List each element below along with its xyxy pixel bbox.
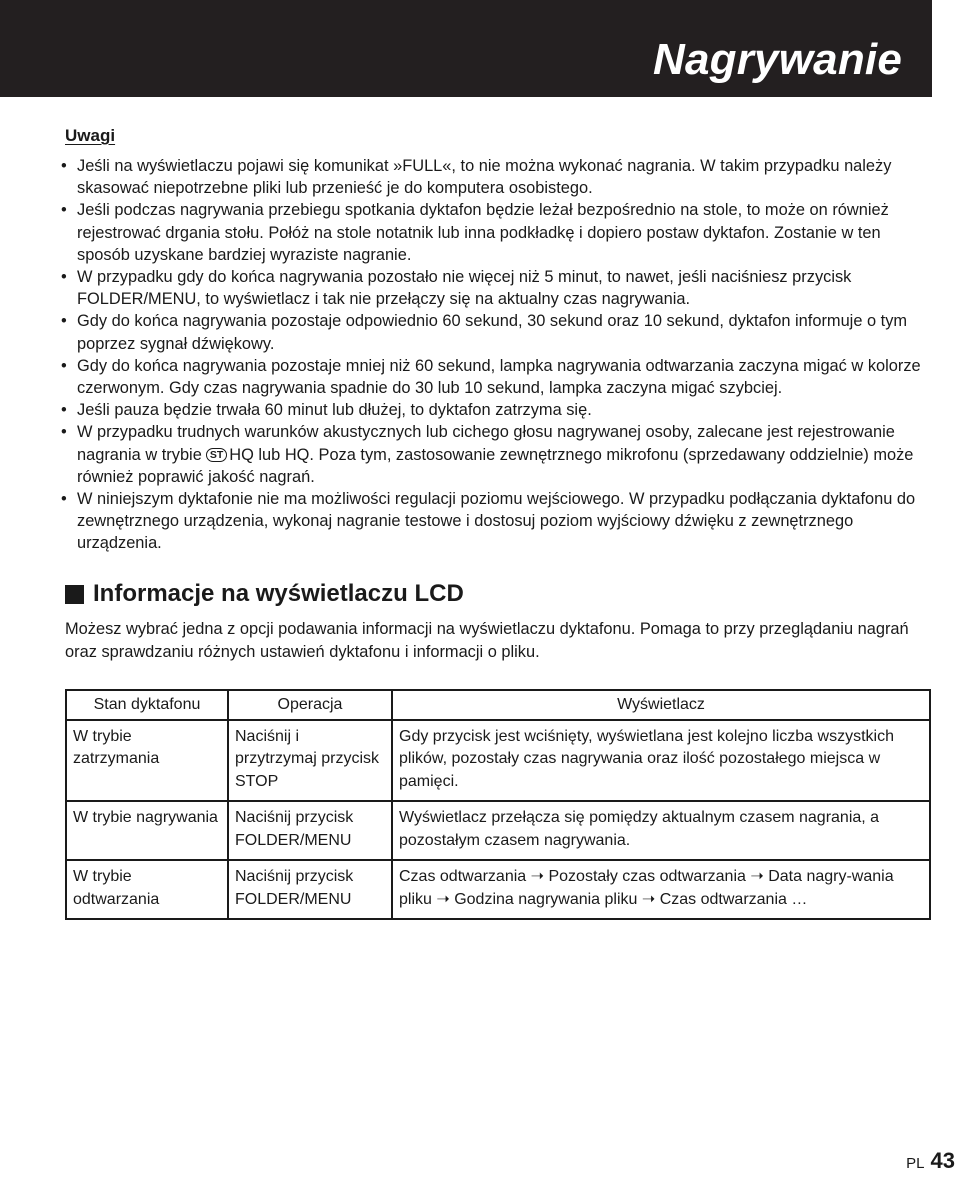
bullet-icon: • [61, 401, 67, 420]
note-text: Jeśli podczas nagrywania przebiegu spotkania dyktafon będzie leżał bezpośrednio na stole, to może on również rejestrować drgania stołu. Połóż na stole notatnik lub inna podkładkę i dopiero postaw dyktafon. Zostanie w ten sposób uzyskane bardziej wyraziste nagranie. [77, 201, 889, 264]
column-header-state: Stan dyktafonu [66, 690, 228, 720]
list-item [60, 488, 930, 555]
note-text: Gdy do końca nagrywania pozostaje odpowiednio 60 sekund, 30 sekund oraz 10 sekund, dyktafon informuje o tym poprzez sygnał dźwiękowy. [77, 312, 908, 353]
notes-heading: Uwagi [65, 126, 116, 145]
note-text: Gdy do końca nagrywania pozostaje mniej niż 60 sekund, lampka nagrywania odtwarzania zaczyna migać w kolorze czerwonym. Gdy czas nagrywania spadnie do 30 lub 10 sekund, lampka zaczyna migać szybciej. [77, 356, 921, 398]
table-row [66, 860, 930, 919]
section-heading [65, 578, 464, 610]
cell-operation: Naciśnij i przytrzymaj przycisk STOP [228, 720, 392, 802]
table-header-row [66, 690, 930, 720]
list-item [60, 266, 930, 310]
bullet-icon: • [61, 157, 67, 175]
language-code: PL [906, 1155, 925, 1172]
note-text: W przypadku trudnych warunków akustycznych lub cichego głosu nagrywanej osoby, zalecane jest rejestrowanie nagrania w trybie [77, 423, 895, 464]
note-text: Jeśli na wyświetlaczu pojawi się komunikat »FULL«, to nie można wykonać nagrania. W takim przypadku należy skasować niepotrzebne pliki lub przenieść je do komputera osobistego. [77, 157, 892, 198]
cell-display: Gdy przycisk jest wciśnięty, wyświetlana jest kolejno liczba wszystkich plików, pozostały czas nagrywania oraz ilość pozostałego miejsca w pamięci. [392, 720, 930, 802]
cell-display: Wyświetlacz przełącza się pomiędzy aktualnym czasem nagrania, a pozostałym czasem nagrywania. [392, 801, 930, 860]
bullet-icon: • [61, 312, 67, 331]
cell-operation: Naciśnij przycisk FOLDER/MENU [228, 860, 392, 919]
list-item [60, 310, 930, 354]
list-item [60, 155, 930, 199]
page-number: 43 [930, 1148, 955, 1173]
section-heading-text: Informacje na wyświetlaczu LCD [93, 580, 464, 607]
cell-display: Czas odtwarzania ➝ Pozostały czas odtwarzania ➝ Data nagry-wania pliku ➝ Godzina nagrywania pliku ➝ Czas odtwarzania … [392, 860, 930, 919]
column-header-operation: Operacja [228, 690, 392, 720]
notes-list [60, 155, 930, 555]
table-row [66, 801, 930, 860]
bullet-icon: • [61, 268, 67, 287]
cell-state: W trybie nagrywania [66, 801, 228, 860]
lcd-info-table [65, 689, 931, 920]
list-item [60, 399, 930, 421]
page-footer [906, 1148, 955, 1174]
note-text: Jeśli pauza będzie trwała 60 minut lub dłużej, to dyktafon zatrzyma się. [77, 401, 592, 420]
cell-operation: Naciśnij przycisk FOLDER/MENU [228, 801, 392, 860]
square-bullet-icon [65, 585, 84, 604]
list-item [60, 355, 930, 399]
bullet-icon: • [61, 356, 67, 375]
note-text: W niniejszym dyktafonie nie ma możliwości regulacji poziomu wejściowego. W przypadku podłączania dyktafonu do zewnętrznego urządzenia, wykonaj nagranie testowe i dostosuj poziom wyjściowy dźwięku z zewnętrznego urządzenia. [77, 490, 916, 553]
note-text: W przypadku gdy do końca nagrywania pozostało nie więcej niż 5 minut, to nawet, jeśli naciśniesz przycisk FOLDER/MENU, to wyświetlacz i tak nie przełączy się na aktualny czas nagrywania. [77, 268, 852, 309]
st-mode-icon: ST [206, 448, 227, 462]
table-row [66, 720, 930, 802]
cell-state: W trybie zatrzymania [66, 720, 228, 802]
column-header-display: Wyświetlacz [392, 690, 930, 720]
cell-state: W trybie odtwarzania [66, 860, 228, 919]
section-intro: Możesz wybrać jedna z opcji podawania informacji na wyświetlaczu dyktafonu. Pomaga to przy przeglądaniu nagrań oraz sprawdzaniu różnych ustawień dyktafonu i informacji o pliku. [65, 620, 909, 661]
bullet-icon: • [61, 423, 67, 442]
bullet-icon: • [61, 201, 67, 220]
list-item [60, 421, 930, 488]
list-item [60, 199, 930, 266]
header-bar [0, 0, 932, 97]
page-title: Nagrywanie [653, 35, 902, 84]
bullet-icon: • [61, 490, 67, 509]
note-text: HQ lub HQ. Poza tym, zastosowanie zewnętrznego mikrofonu (sprzedawany oddzielnie) może również poprawić jakość nagrań. [77, 445, 914, 486]
